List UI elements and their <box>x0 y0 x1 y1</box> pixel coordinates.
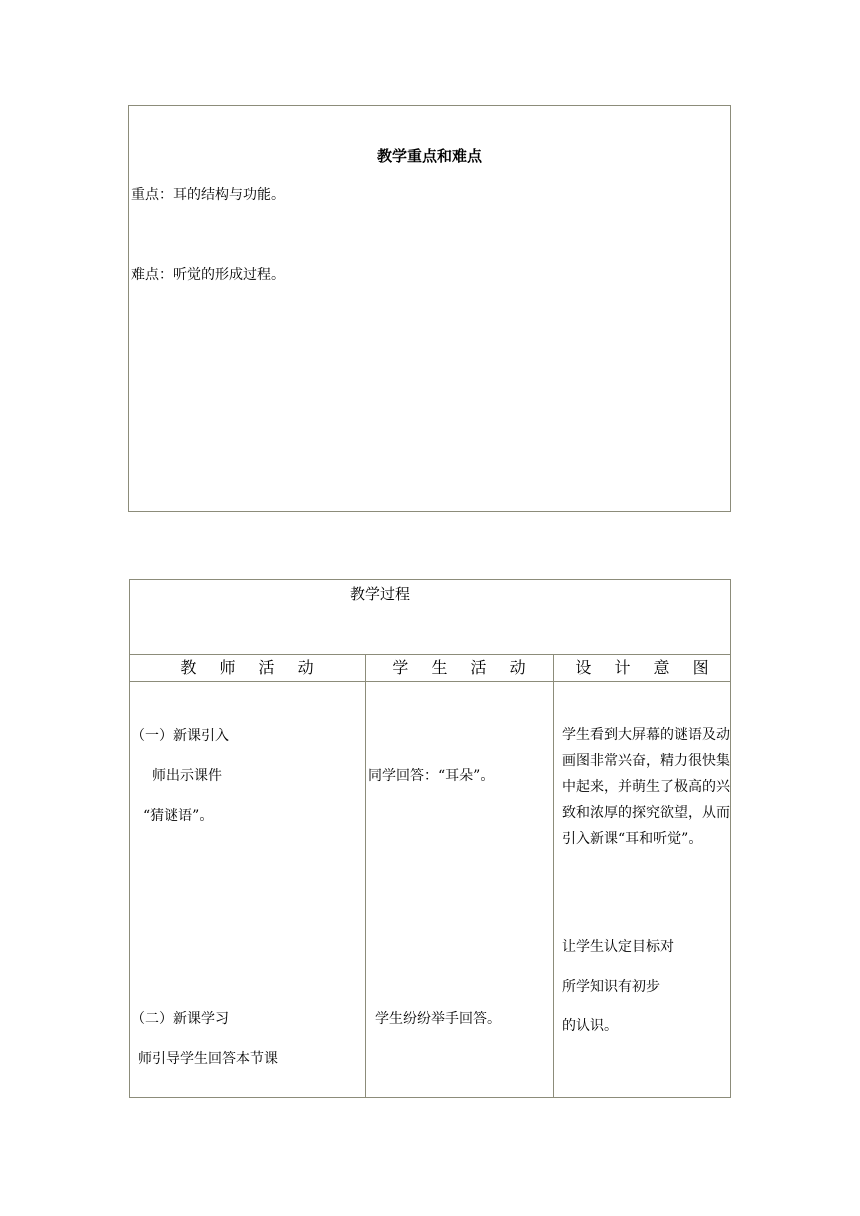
key-point-text: 重点：耳的结构与功能。 <box>131 187 285 203</box>
header-student-activity: 学 生 活 动 <box>392 658 535 677</box>
design-intent-line1: 让学生认定目标对 <box>562 939 674 955</box>
teacher-study-heading: （二）新课学习 <box>131 1011 229 1027</box>
header-teacher-activity: 教 师 活 动 <box>180 658 323 677</box>
student-answer-1: 同学回答：“耳朵”。 <box>368 768 495 784</box>
header-design-intent: 设 计 意 图 <box>575 658 718 677</box>
teacher-intro-line1: 师出示课件 <box>152 768 222 784</box>
student-answer-2: 学生纷纷举手回答。 <box>375 1011 501 1027</box>
key-points-box <box>128 105 731 512</box>
column-divider-2 <box>553 654 554 1098</box>
difficulty-text: 难点：听觉的形成过程。 <box>131 267 285 283</box>
design-intent-line2: 所学知识有初步 <box>562 979 660 995</box>
design-intent-paragraph: 学生看到大屏幕的谜语及动画图非常兴奋，精力很快集中起来，并萌生了极高的兴致和浓厚的探究欲望，从而引入新课“耳和听觉”。 <box>562 727 730 847</box>
process-title: 教学过程 <box>349 585 410 603</box>
header-bottom-line <box>129 681 731 682</box>
teacher-study-line1: 师引导学生回答本节课 <box>138 1051 278 1067</box>
header-top-line <box>129 654 731 655</box>
teacher-intro-line2: “猜谜语”。 <box>143 808 214 824</box>
key-points-title: 教学重点和难点 <box>376 147 482 165</box>
teacher-intro-heading: （一）新课引入 <box>131 728 229 744</box>
column-divider-1 <box>365 654 366 1098</box>
design-intent-line3: 的认识。 <box>562 1018 618 1034</box>
